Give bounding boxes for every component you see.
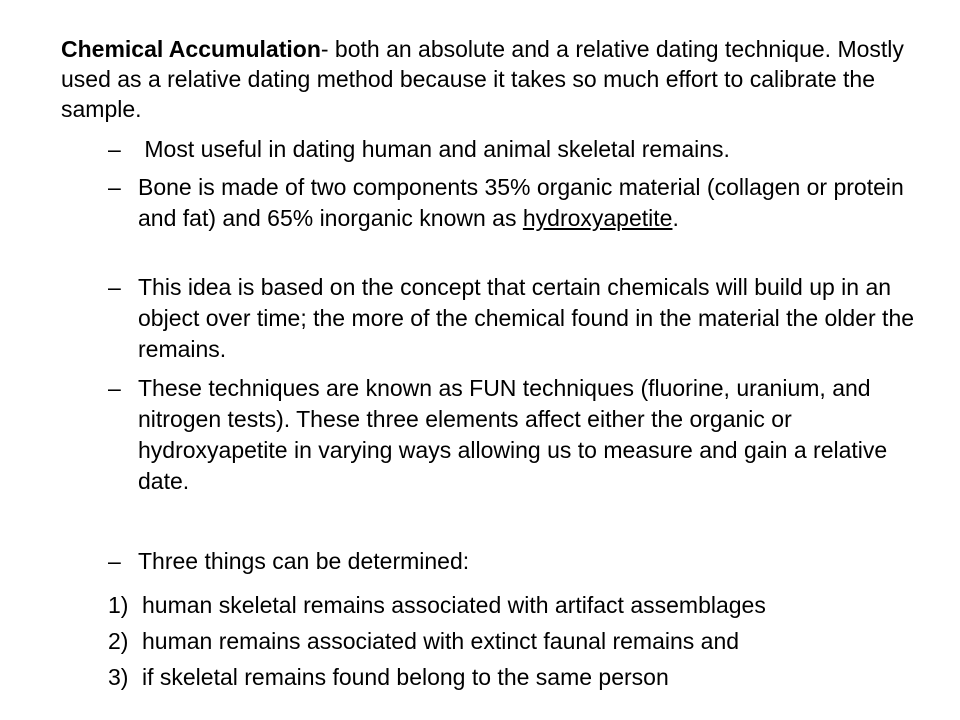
bullet-item [108, 134, 918, 165]
item-number: 3) [108, 664, 129, 690]
intro-paragraph [61, 34, 911, 124]
numbered-item [108, 662, 908, 692]
underlined-term: hydroxyapetite [522, 205, 673, 231]
bullet-dash: – [108, 136, 121, 162]
bullet-dash: – [108, 274, 121, 300]
bullet-text: Most useful in dating human and animal skeletal remains. [138, 136, 730, 162]
numbered-text: if skeletal remains found belong to the same person [142, 664, 669, 690]
bullet-text-part: . [672, 205, 679, 231]
bullet-text-part: Bone is made of two components 35% organic material (collagen or protein and fat) and 65% inorganic known as [138, 174, 904, 231]
numbered-item [108, 626, 908, 656]
numbered-item [108, 590, 908, 620]
numbered-text: human remains associated with extinct faunal remains and [142, 628, 740, 654]
intro-heading: Chemical Accumulation [61, 36, 321, 62]
bullet-text [138, 172, 918, 234]
bullet-text: This idea is based on the concept that certain chemicals will build up in an object over time; the more of the chemical found in the material the older the remains. [138, 274, 915, 362]
bullet-item [108, 272, 918, 365]
intro-text: - both an absolute and a relative dating technique. Mostly used as a relative dating method because it takes so much effort to calibrate the sample. [61, 36, 904, 122]
bullet-text: Three things can be determined: [138, 548, 470, 574]
bullet-item [108, 373, 918, 497]
bullet-dash: – [108, 548, 121, 574]
item-number: 2) [108, 628, 129, 654]
item-number: 1) [108, 592, 129, 618]
numbered-text: human skeletal remains associated with artifact assemblages [142, 592, 766, 618]
bullet-item [108, 172, 918, 234]
bullet-text: These techniques are known as FUN techniques (fluorine, uranium, and nitrogen tests). These three elements affect either the organic or hydroxyapetite in varying ways allowing us to measure and gain a relative date. [138, 375, 888, 494]
bullet-dash: – [108, 375, 121, 401]
bullet-dash: – [108, 174, 121, 200]
bullet-item [108, 546, 918, 577]
